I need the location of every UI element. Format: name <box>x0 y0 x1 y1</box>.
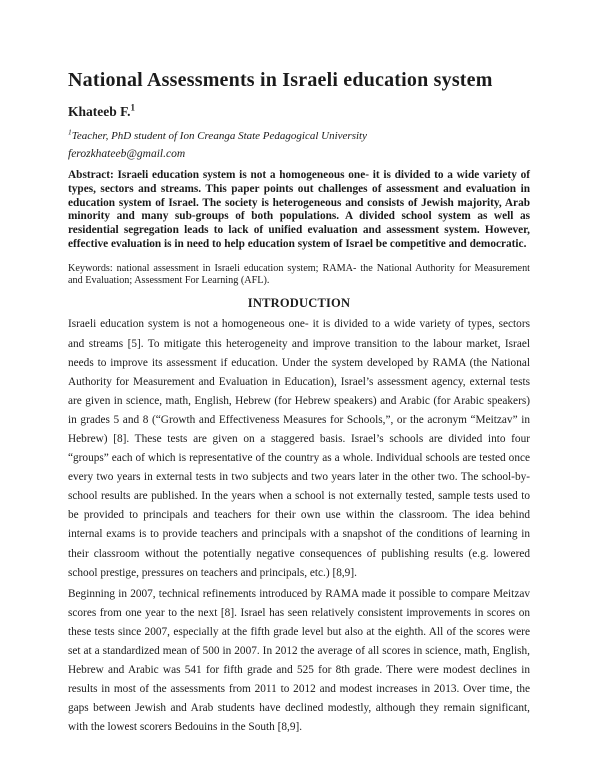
author-line <box>68 104 530 120</box>
abstract-paragraph: Abstract: Israeli education system is not a homogeneous one- it is divided to a wide variety of types, sectors and streams. This paper points out challenges of assessment and evaluation in education system of Israel. The society is heterogeneous and consists of Jewish majority, Arab minority and many sub-groups of both populations. A divided school system as well as residential segregation leads to lack of unified evaluation and assessment system. However, effective evaluation is in need to help education system of Israel be competitive and democratic. <box>68 169 530 250</box>
body-paragraph-1: Israeli education system is not a homogeneous one- it is divided to a wide variety of types, sectors and streams [5]. To mitigate this heterogeneity and improve transition to the labour market, Israel needs to improve its assessment if education. Under the system developed by RAMA (the National Authority for Measurement and Evaluation in Education), Israel’s assessment agency, external tests are given in science, math, English, Hebrew (for Hebrew speakers) and Arabic (for Arabic speakers) in grades 5 and 8 (“Growth and Effectiveness Measures for Schools,”, or the acronym “Meitzav” in Hebrew) [8]. These tests are given on a staggered basis. Israel’s schools are divided into four “groups” each of which is representative of the country as a whole. Individual schools are tested once every two years in external tests in two subjects and two years later in the other two. The school-by-school results are published. In the years when a school is not externally tested, sample tests used to be provided to principals and teachers for their own use within the classroom. The idea behind internal exams is to provide teachers and principals with a snapshot of the conditions of learning in their classroom without the potentially negative consequences of publishing results (e.g. lowered school prestige, pressures on teachers and principals, etc.) [8,9]. <box>68 318 530 579</box>
affiliation-line <box>68 127 530 142</box>
paper-title: National Assessments in Israeli education system <box>68 69 493 91</box>
affiliation-text: Teacher, PhD student of Ion Creanga State Pedagogical University <box>71 130 367 142</box>
author-affiliation-superscript: 1 <box>130 102 136 113</box>
author-email: ferozkhateeb@gmail.com <box>68 148 186 160</box>
author-name: Khateeb F. <box>68 104 131 119</box>
keywords-line: Keywords: national assessment in Israeli education system; RAMA- the National Authority for Measurement and Evaluation; Assessment For Learning (AFL). <box>68 263 530 286</box>
section-heading-introduction: INTRODUCTION <box>247 296 351 311</box>
affiliation-superscript: 1 <box>68 127 72 137</box>
body-paragraph-2: Beginning in 2007, technical refinements introduced by RAMA made it possible to compare Meitzav scores from one year to the next [8]. Israel has seen relatively consistent improvements in scores on these tests since 2007, especially at the fifth grade level but also at the eighth. All of the scores were set at a standardized mean of 500 in 2007. In 2012 the average of all scores in science, math, English, Hebrew and Arabic was 541 for fifth grade and 525 for 8th grade. There were modest declines in results in most of the assessments from 2011 to 2012 and modest increases in 2013. Over time, the gaps between Jewish and Arab students have declined modestly, although they remain significant, with the lowest scorers Bedouins in the South [8,9]. <box>68 587 530 734</box>
